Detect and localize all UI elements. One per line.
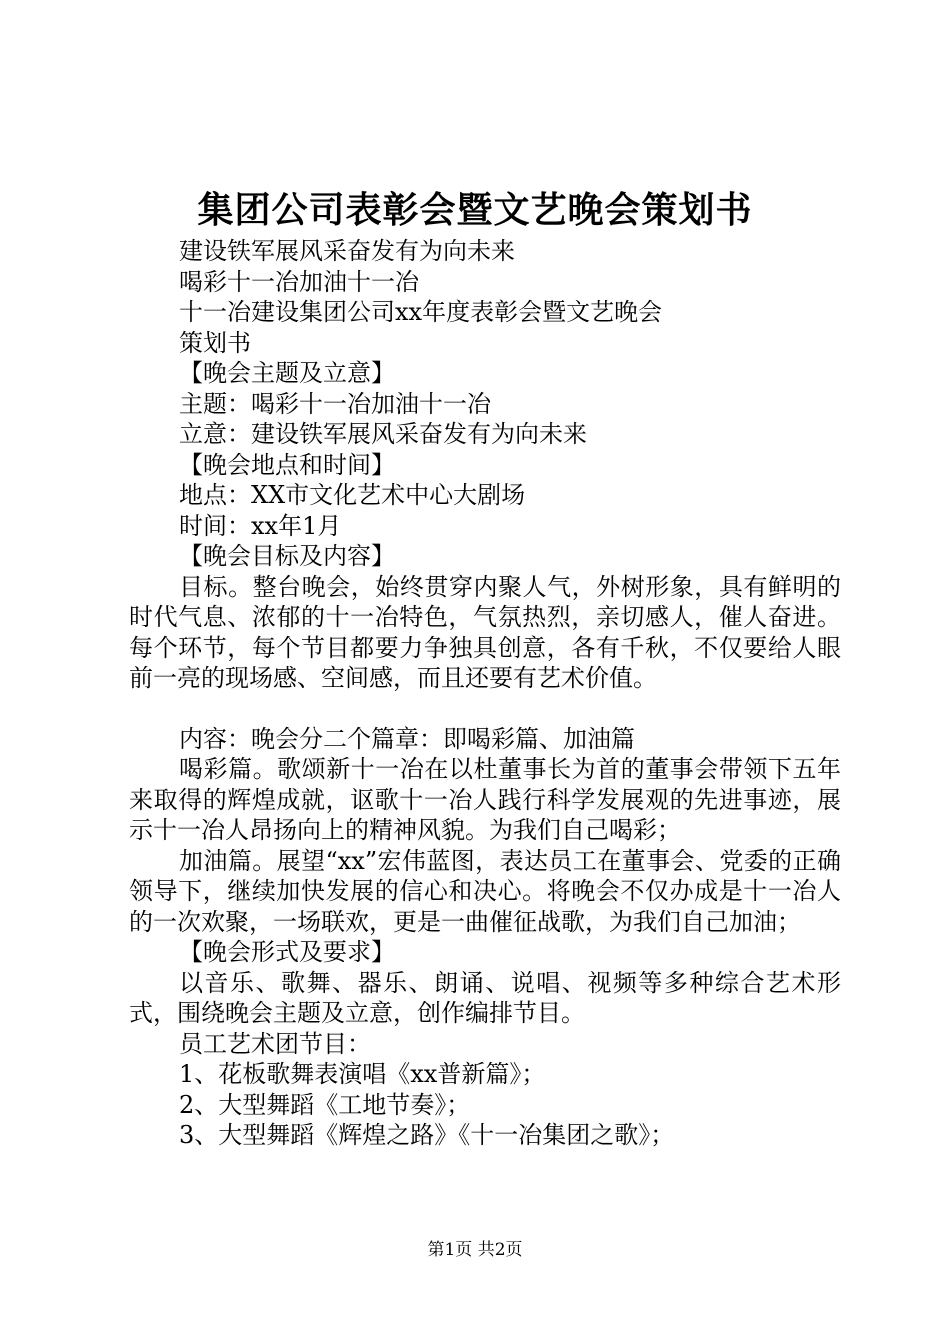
event-name-line: 十一冶建设集团公司xx年度表彰会暨文艺晚会 [179,298,663,326]
section-heading-form: 【晚会形式及要求】 [179,938,395,966]
paragraph-spacer [129,694,841,724]
goal-paragraph: 目标。整台晚会，始终贯穿内聚人气，外树形象，具有鲜明的时代气息、浓郁的十一冶特色，气氛热烈，亲切感人，催人奋进。每个环节，每个节目都要力争独具创意，各有千秋，不仅要给人眼前一亮的现场感、空间感，而且还要有艺术价值。 [129,572,841,692]
page-footer: 第1页 共2页 [427,1240,523,1260]
fuel-paragraph: 加油篇。展望“xx”宏伟蓝图，表达员工在董事会、党委的正确领导下，继续加快发展的信心和决心。将晚会不仅办成是十一冶人的一次欢聚，一场联欢，更是一曲催征战歌，为我们自己加油； [129,846,841,936]
section-heading-theme: 【晚会主题及立意】 [179,359,395,387]
venue-line: 地点：XX市文化艺术中心大剧场 [179,481,526,509]
document-body [129,236,841,1151]
section-heading-venue: 【晚会地点和时间】 [179,450,395,479]
troupe-line: 员工艺术团节目： [179,1029,371,1058]
slogan-line-1: 建设铁军展风采奋发有为向未来 [179,237,515,265]
theme-line: 主题：喝彩十一冶加油十一冶 [179,389,491,418]
time-line: 时间：xx年1月 [179,511,342,540]
form-paragraph: 以音乐、歌舞、器乐、朗诵、说唱、视频等多种综合艺术形式，围绕晚会主题及立意，创作编排节目。 [129,968,841,1027]
slogan-line-2: 喝彩十一冶加油十一冶 [179,267,419,296]
cheer-paragraph: 喝彩篇。歌颂新十一冶在以杜董事长为首的董事会带领下五年来取得的辉煌成就，讴歌十一冶人践行科学发展观的先进事迹，展示十一冶人昂扬向上的精神风貌。为我们自己喝彩； [129,755,841,844]
program-item: 3、大型舞蹈《辉煌之路》《十一冶集团之歌》； [179,1121,675,1149]
program-item: 2、大型舞蹈《工地节奏》； [179,1090,471,1119]
plan-label-line: 策划书 [179,328,251,357]
section-heading-goal: 【晚会目标及内容】 [179,542,395,570]
program-item: 1、花板歌舞表演唱《xx普新篇》； [179,1060,546,1088]
document-title: 集团公司表彰会暨文艺晚会策划书 [197,189,753,231]
purpose-line: 立意：建设铁军展风采奋发有为向未来 [179,420,587,448]
content-line: 内容：晚会分二个篇章：即喝彩篇、加油篇 [179,724,635,753]
